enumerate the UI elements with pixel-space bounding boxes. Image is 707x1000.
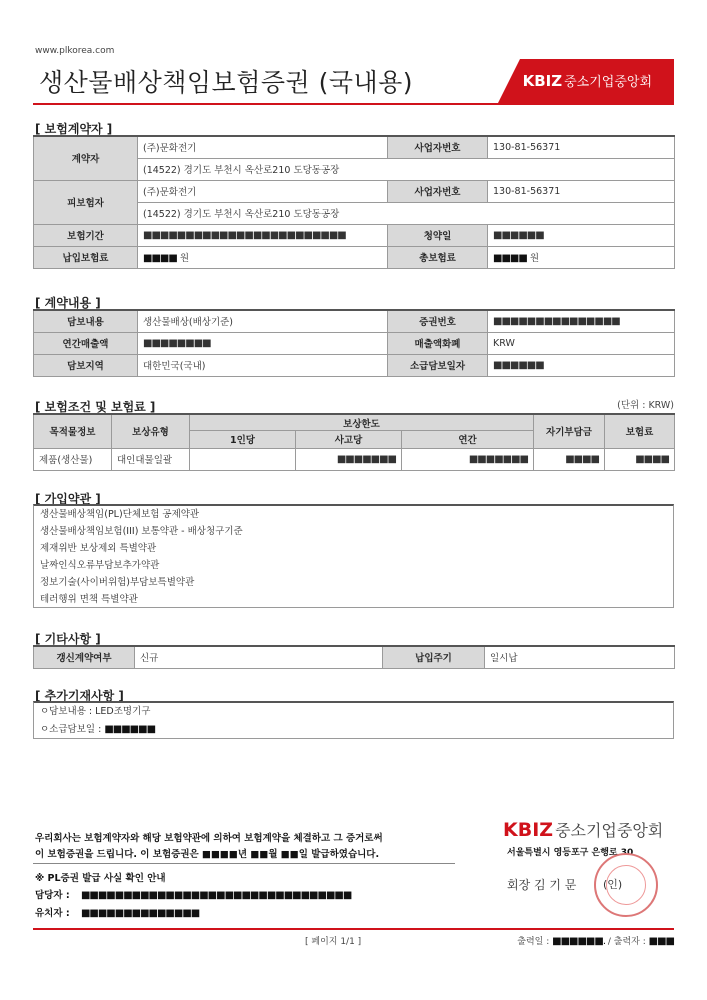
table-row [34, 354, 675, 376]
manager-label: 담당자 : [35, 890, 70, 901]
printed-date-value: ■■■■■■. [552, 936, 606, 947]
row-type: 대인대물일괄 [112, 448, 190, 470]
section-additional-title: [ 추가기재사항 ] [35, 689, 124, 703]
row-item: 제품(생산물) [34, 448, 112, 470]
total-premium-unit: 원 [529, 253, 540, 264]
row-per-person [190, 448, 296, 470]
site-url: www.plkorea.com [35, 46, 115, 56]
seal-mark: (인) [603, 878, 623, 891]
footer-divider [33, 863, 455, 864]
section-contract-title: [ 계약내용 ] [35, 296, 101, 310]
contractor-bizno: 130-81-56371 [488, 136, 675, 158]
sales-label: 연간매출액 [34, 332, 138, 354]
header-type: 보상유형 [112, 414, 190, 448]
coverage-value: 생산물배상(배상기준) [138, 310, 388, 332]
page-indicator: [ 페이지 1/1 ] [305, 937, 362, 947]
printed-date-label: 출력일 : [517, 937, 550, 947]
paid-premium-label: 납입보험료 [34, 246, 138, 268]
table-row [34, 332, 675, 354]
page-title: 생산물배상책임보험증권 (국내용) [39, 68, 414, 97]
list-item: 테러행위 면책 특별약관 [40, 594, 138, 605]
printer-label: / 출력자 : [607, 937, 646, 947]
additional-retro-line [34, 721, 673, 739]
total-premium-cell [488, 246, 675, 268]
period-value: ■■■■■■■■■■■■■■■■■■■■■■■■ [138, 224, 388, 246]
footer-brand-text: 중소기업중앙회 [555, 821, 664, 840]
payment-cycle-value: 일시납 [485, 646, 675, 668]
total-premium-value: ■■■■ [493, 253, 527, 264]
header-limit: 보상한도 [190, 414, 534, 431]
coverage-label: 담보내용 [34, 310, 138, 332]
list-item: 정보기술(사이버위험)부담보특별약관 [40, 577, 195, 588]
other-table [33, 645, 675, 669]
policy-number-value: ■■■■■■■■■■■■■■■ [488, 310, 675, 332]
section-conditions-title: [ 보험조건 및 보험료 ] [35, 400, 156, 414]
paid-premium-value: ■■■■ [143, 253, 177, 264]
additional-coverage-line: ㅇ담보내용 : LED조명기구 [40, 706, 151, 717]
footer-address: 서울특별시 영등포구 은행로 30 [507, 848, 634, 858]
table-row [34, 246, 675, 268]
retro-date-label: 소급담보일자 [388, 354, 488, 376]
statement-line-2: 이 보험증권을 드립니다. 이 보험증권은 ■■■■년 ■■월 ■■일 발급하였습니다. [35, 849, 380, 860]
row-deductible: ■■■■ [534, 448, 605, 470]
footer-red-rule [33, 928, 674, 930]
additional-notes [33, 701, 674, 739]
table-row [34, 414, 675, 431]
section-terms-title: [ 가입약관 ] [35, 492, 101, 506]
retro-date-value: ■■■■■■ [488, 354, 675, 376]
list-item: 제재위반 보상제외 특별약관 [40, 543, 157, 554]
period-label: 보험기간 [34, 224, 138, 246]
table-row [34, 448, 675, 470]
table-row [34, 310, 675, 332]
region-value: 대한민국(국내) [138, 354, 388, 376]
header-deductible: 자기부담금 [534, 414, 605, 448]
terms-list [33, 504, 674, 608]
currency-label: 매출액화폐 [388, 332, 488, 354]
section-other-title: [ 기타사항 ] [35, 632, 101, 646]
contractor-bizno-label: 사업자번호 [388, 136, 488, 158]
solicitor-label: 유치자 : [35, 908, 70, 919]
header-per-accident: 사고당 [296, 431, 402, 448]
total-premium-label: 총보험료 [388, 246, 488, 268]
insured-bizno: 130-81-56371 [488, 180, 675, 202]
solicitor-line [35, 905, 199, 919]
footer-brand-mark: KBIZ [503, 819, 554, 841]
list-item: 날짜인식오류부담보추가약관 [40, 560, 160, 571]
additional-retro-label: ㅇ소급담보일 : [40, 724, 102, 735]
table-row [34, 136, 675, 158]
payment-cycle-label: 납입주기 [383, 646, 485, 668]
insured-bizno-label: 사업자번호 [388, 180, 488, 202]
title-divider [33, 103, 674, 105]
table-row [34, 646, 675, 668]
pl-notice: ※ PL증권 발급 사실 확인 안내 [35, 873, 166, 884]
list-item: 생산물배상책임(PL)단체보험 공제약관 [40, 509, 200, 520]
region-label: 담보지역 [34, 354, 138, 376]
contract-table [33, 309, 675, 377]
additional-retro-value: ■■■■■■ [104, 724, 156, 735]
printer-value: ■■■ [648, 936, 674, 947]
contractor-name: (주)문화전기 [138, 136, 388, 158]
title-bar [33, 59, 674, 103]
row-premium: ■■■■ [605, 448, 675, 470]
solicitor-value: ■■■■■■■■■■■■■■ [80, 908, 200, 919]
row-per-accident: ■■■■■■■ [296, 448, 402, 470]
currency-value: KRW [488, 332, 675, 354]
manager-value: ■■■■■■■■■■■■■■■■■■■■■■■■■■■■■■■■ [80, 890, 352, 901]
insured-label: 피보험자 [34, 180, 138, 224]
statement-line-1: 우리회사는 보험계약자와 해당 보험약관에 의하여 보험계약을 체결하고 그 증거로써 [35, 833, 383, 844]
header-annual: 연간 [402, 431, 534, 448]
table-row [34, 180, 675, 202]
paid-premium-unit: 원 [179, 253, 190, 264]
table-row [34, 224, 675, 246]
sales-value: ■■■■■■■■ [138, 332, 388, 354]
renewal-value: 신규 [135, 646, 383, 668]
header-premium: 보험료 [605, 414, 675, 448]
header-per-person: 1인당 [190, 431, 296, 448]
conditions-table [33, 413, 675, 471]
brand-logo-mark: KBIZ [522, 72, 563, 90]
insured-address: (14522) 경기도 부천시 옥산로210 도당동공장 [138, 202, 675, 224]
print-info [517, 934, 674, 947]
brand-logo [523, 71, 652, 90]
manager-line [35, 887, 351, 901]
brand-logo-text: 중소기업중앙회 [564, 75, 652, 90]
paid-premium-cell [138, 246, 388, 268]
row-annual: ■■■■■■■ [402, 448, 534, 470]
policy-number-label: 증권번호 [388, 310, 488, 332]
subscription-label: 청약일 [388, 224, 488, 246]
unit-note: (단위 : KRW) [617, 400, 674, 411]
contractor-address: (14522) 경기도 부천시 옥산로210 도당동공장 [138, 158, 675, 180]
subscription-value: ■■■■■■ [488, 224, 675, 246]
list-item: 생산물배상책임보험(III) 보통약관 - 배상청구기준 [40, 526, 243, 537]
header-item: 목적물정보 [34, 414, 112, 448]
section-contractor-title: [ 보험계약자 ] [35, 122, 113, 136]
footer-brand-logo [503, 818, 663, 841]
contractor-label: 계약자 [34, 136, 138, 180]
contractor-table [33, 135, 675, 269]
insured-name: (주)문화전기 [138, 180, 388, 202]
signer-name: 회장 김 기 문 [507, 878, 577, 892]
renewal-label: 갱신계약여부 [34, 646, 135, 668]
